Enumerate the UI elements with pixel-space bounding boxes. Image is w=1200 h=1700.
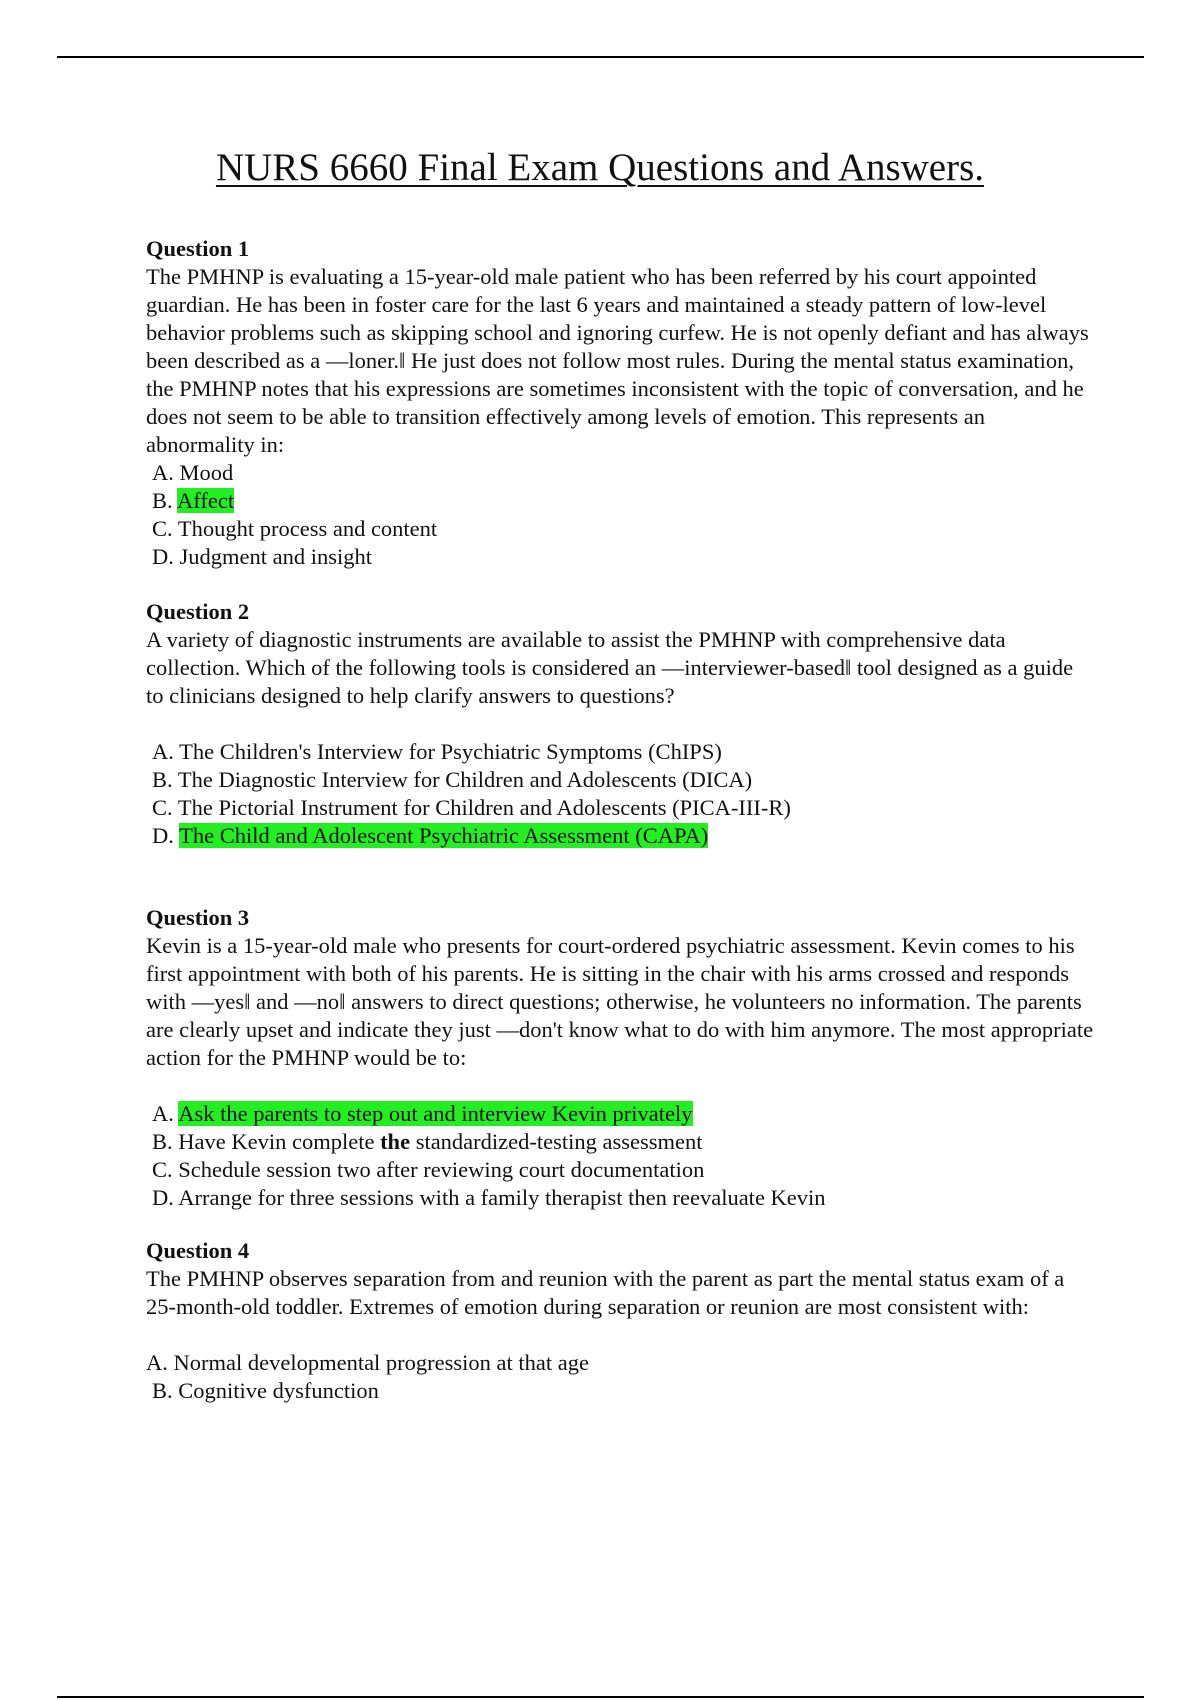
answer-options: [146, 1100, 1096, 1212]
option-letter: D.: [152, 544, 174, 569]
option-letter: B.: [152, 1378, 173, 1403]
option-text: Schedule session two after reviewing court documentation: [178, 1157, 705, 1182]
question-3: [146, 904, 1096, 1212]
option-text: The Pictorial Instrument for Children and Adolescents (PICA-III-R): [177, 795, 791, 820]
option-text-bold: the: [380, 1129, 411, 1154]
question-heading: Question 3: [146, 905, 250, 930]
option-a: [146, 738, 1096, 766]
option-a: [146, 459, 1096, 487]
answer-options: [146, 738, 1096, 850]
option-letter: A.: [152, 739, 174, 764]
option-c: [146, 794, 1096, 822]
option-letter: B.: [152, 488, 173, 513]
option-b: [146, 766, 1096, 794]
option-b: [146, 1377, 1096, 1405]
header-rule: [57, 56, 1144, 58]
option-d: [146, 1184, 1096, 1212]
option-d: [146, 543, 1096, 571]
question-text: The PMHNP observes separation from and reunion with the parent as part the mental status exam of a 25-month-old toddler. Extremes of emotion during separation or reunion are most consistent with:: [146, 1266, 1065, 1319]
option-b: [146, 1128, 1096, 1156]
answer-options: [146, 1349, 1096, 1405]
question-text: The PMHNP is evaluating a 15-year-old male patient who has been referred by his court appointed guardian. He has been in foster care for the last 6 years and maintained a steady pattern of low-level behavior problems such as skipping school and ignoring curfew. He is not openly defiant and has always been described as a —loner.‖ He just does not follow most rules. During the mental status examination, the PMHNP notes that his expressions are sometimes inconsistent with the topic of conversation, and he does not seem to be able to transition effectively among levels of emotion. This represents an abnormality in:: [146, 264, 1089, 457]
option-text: Mood: [179, 460, 234, 485]
highlighted-answer: Affect: [177, 488, 235, 513]
option-text-after: standardized-testing assessment: [410, 1129, 703, 1154]
spacer: [146, 1072, 1096, 1100]
question-2: [146, 598, 1096, 850]
option-text-before: Have Kevin complete: [178, 1129, 381, 1154]
option-letter: C.: [152, 516, 173, 541]
highlighted-answer: Ask the parents to step out and interview Kevin privately: [178, 1101, 693, 1126]
page-title: [0, 144, 1200, 192]
highlighted-answer: The Child and Adolescent Psychiatric Assessment (CAPA): [179, 823, 709, 848]
question-1: [146, 235, 1096, 571]
option-letter: A.: [152, 1101, 174, 1126]
option-letter: B.: [152, 767, 173, 792]
option-text: Cognitive dysfunction: [178, 1378, 379, 1403]
question-text: A variety of diagnostic instruments are available to assist the PMHNP with comprehensive data collection. Which of the following tools is considered an —interviewer-based‖ tool designed as a guide to clinicians designed to help clarify answers to questions?: [146, 627, 1074, 708]
question-heading: Question 1: [146, 236, 250, 261]
option-c: [146, 515, 1096, 543]
option-text: Arrange for three sessions with a family therapist then reevaluate Kevin: [178, 1185, 826, 1210]
option-letter: A.: [146, 1350, 168, 1375]
question-4: [146, 1237, 1096, 1405]
option-b-correct: [146, 487, 1096, 515]
option-a-correct: [146, 1100, 1096, 1128]
question-heading: Question 2: [146, 599, 250, 624]
option-letter: A.: [152, 460, 174, 485]
option-text: Judgment and insight: [179, 544, 372, 569]
option-text: Thought process and content: [177, 516, 438, 541]
spacer: [146, 710, 1096, 738]
option-letter: D.: [152, 823, 174, 848]
question-heading: Question 4: [146, 1238, 250, 1263]
option-a: [146, 1349, 1096, 1377]
option-c: [146, 1156, 1096, 1184]
page-title-text: NURS 6660 Final Exam Questions and Answers.: [215, 146, 985, 189]
answer-options: [146, 459, 1096, 571]
option-text: The Children's Interview for Psychiatric Symptoms (ChIPS): [179, 739, 722, 764]
option-text: Normal developmental progression at that age: [173, 1350, 589, 1375]
option-letter: B.: [152, 1129, 173, 1154]
option-d-correct: [146, 822, 1096, 850]
option-text: The Diagnostic Interview for Children and Adolescents (DICA): [177, 767, 753, 792]
option-letter: C.: [152, 795, 173, 820]
footer-rule: [57, 1696, 1144, 1698]
spacer: [146, 1321, 1096, 1349]
option-letter: C.: [152, 1157, 173, 1182]
question-text: Kevin is a 15-year-old male who presents for court-ordered psychiatric assessment. Kevin comes to his first appointment with both of his parents. He is sitting in the chair with his arms crossed and responds with —yes‖ and —no‖ answers to direct questions; otherwise, he volunteers no information. The parents are clearly upset and indicate they just —don't know what to do with him anymore. The most appropriate action for the PMHNP would be to:: [146, 933, 1094, 1070]
option-letter: D.: [152, 1185, 174, 1210]
